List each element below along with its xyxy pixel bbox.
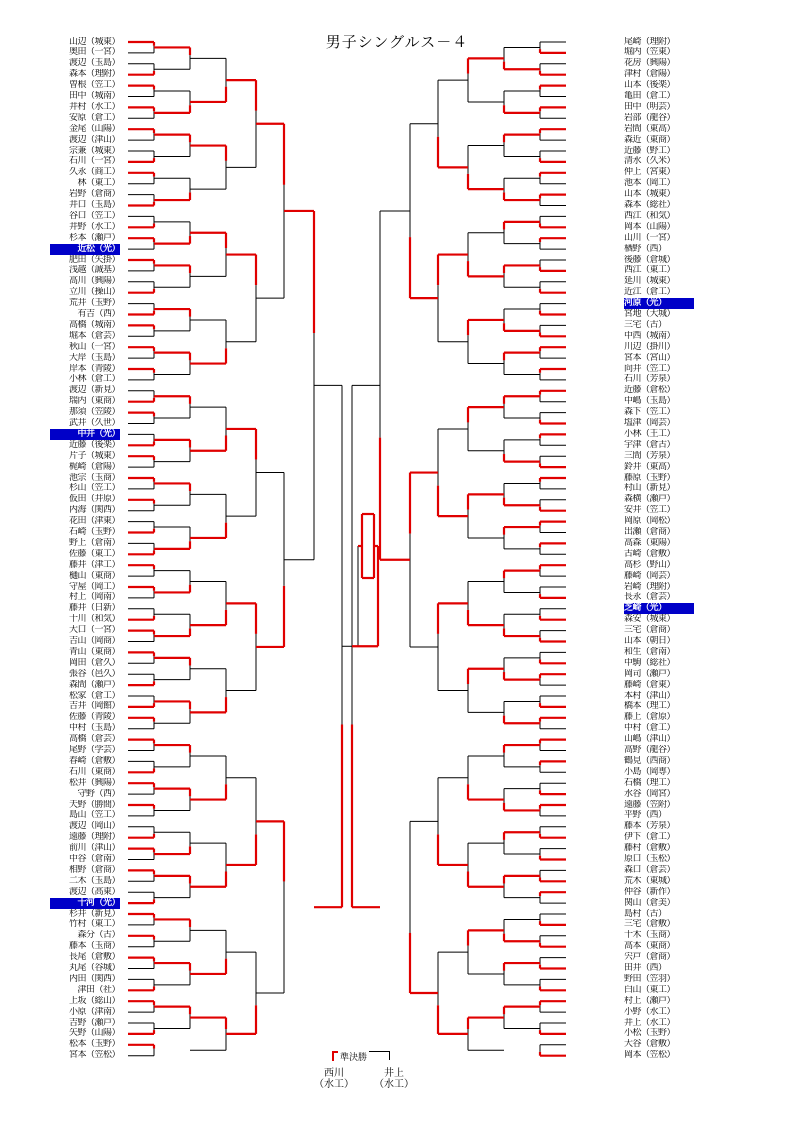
left-player-label: 谷口（笠工） [68,210,120,221]
left-player-label: 岸本（青陵） [68,363,120,374]
left-player-label: 藤本（玉商） [68,941,120,952]
right-player-label: 荒木（東城） [624,875,676,886]
right-player-label: 芝崎（光） [624,603,694,614]
left-player-label: 尾野（学芸） [68,745,120,755]
right-player-label: 村上（瀬戸） [624,995,676,1006]
right-player-label: 田井（西） [624,963,667,973]
right-player-label: 石川（芳泉） [624,374,676,385]
right-player-label: 遠藤（笠附） [624,799,676,810]
right-player-label: 中村（倉工） [624,723,676,734]
left-player-label: 高橋（倉芸） [68,734,120,745]
left-player-label: 佐藤（青陵） [68,712,120,723]
right-player-label: 三宅（倉敷） [624,919,676,930]
left-player-label: 石川（一宮） [68,156,120,167]
left-player-label: 浅越（誠基） [68,265,120,276]
right-player-label: 中駒（総社） [624,657,676,668]
left-player-label: 渡辺（玉島） [68,58,120,69]
right-player-label: 川辺（掛川） [624,341,676,352]
left-player-label: 吉山（岡商） [68,636,120,646]
left-player-label: 林（東工） [77,178,120,189]
right-player-label: 西江（和気） [624,210,676,221]
right-player-label: 石橋（理工） [624,777,676,788]
right-player-label: 後藤（倉城） [624,254,676,265]
left-player-label: 片子（城東） [68,450,120,461]
right-player-label: 本村（津山） [624,690,676,701]
right-player-label: 中西（城南） [624,330,676,341]
right-player-label: 藤崎（岡芸） [624,570,676,581]
finalist-1-school: （水工） [314,1079,354,1090]
right-player-label: 安井（笠工） [624,505,676,516]
right-player-label: 尾崎（理附） [624,36,676,47]
right-player-label: 河原（光） [624,298,694,309]
left-player-label: 那須（笠陵） [68,407,120,418]
left-player-label: 渡辺（高東） [68,886,120,897]
left-player-label: 安原（倉工） [68,112,120,123]
right-player-label: 山嶋（津山） [624,734,676,745]
right-player-label: 清水（久米） [624,156,676,167]
right-player-label: 三間（芳泉） [624,450,676,461]
left-player-label: 島山（笠工） [68,810,120,821]
left-player-label: 石川（東商） [68,766,120,777]
right-player-label: 花房（興陽） [624,58,676,69]
left-player-label: 金尾（山陽） [68,123,120,134]
left-player-label: 松井（興陽） [68,777,120,788]
left-player-label: 池宗（玉商） [68,472,120,483]
left-player-label: 中村（玉島） [68,723,120,734]
left-player-label: 遠藤（理附） [68,832,120,843]
right-player-label: 大谷（倉敷） [624,1039,676,1050]
left-player-label: 二木（玉島） [68,875,120,886]
left-player-label: 大岸（玉島） [68,352,120,363]
right-player-label: 山本（城東） [624,189,676,200]
right-player-label: 仲上（宮東） [624,167,676,178]
right-player-label: 岡本（笠松） [624,1050,676,1061]
left-player-label: 近藤（後楽） [68,439,120,450]
right-player-label: 藤原（玉野） [624,472,676,483]
left-player-label: 高川（興陽） [68,276,120,287]
right-player-label: 小松（玉野） [624,1028,676,1039]
left-player-label: 渡辺（津山） [68,134,120,145]
right-player-label: 延川（城東） [624,276,676,287]
left-player-label: 武井（久世） [68,418,120,428]
right-player-label: 野田（笠羽） [624,973,676,984]
right-player-label: 三宅（古） [624,319,667,330]
left-player-label: 春崎（倉敷） [68,755,120,766]
right-player-label: 宮本（宮山） [624,352,676,363]
left-player-label: 井口（玉島） [68,200,120,210]
left-player-label: 大口（一宮） [68,625,120,636]
right-player-label: 山本（朝日） [624,636,676,646]
right-player-label: 十木（玉商） [624,930,676,941]
right-player-label: 向井（笠工） [624,363,676,374]
left-player-label: 内海（関西） [68,505,120,516]
right-player-label: 近江（倉工） [624,287,676,298]
left-player-label: 前川（津山） [68,843,120,854]
right-player-label: 小林（王工） [624,428,676,439]
left-player-label: 森間（瀬戸） [68,679,120,690]
finalist-2-school: （水工） [374,1079,414,1090]
right-player-label: 岡原（岡松） [624,516,676,527]
finalist-1-name: 西川 [324,1068,344,1079]
left-player-label: 矢野（山陽） [68,1028,120,1039]
right-player-label: 高杉（野山） [624,559,676,570]
left-player-label: 田中（城南） [68,91,120,101]
left-player-label: 津田（社） [77,984,120,995]
left-player-label: 十河（光） [50,898,120,909]
right-player-label: 宇津（倉古） [624,439,676,450]
left-player-label: 小原（津南） [68,1006,120,1017]
left-player-label: 花田（津東） [68,516,120,527]
right-player-label: 藤崎（倉東） [624,679,676,690]
left-player-label: 相野（倉商） [68,864,120,875]
right-player-label: 井上（水工） [624,1017,676,1028]
left-player-label: 松家（倉工） [68,690,120,701]
left-player-label: 森本（理附） [68,69,120,80]
right-player-label: 森安（城東） [624,614,676,625]
left-player-label: 奥田（一宮） [68,47,120,58]
left-player-label: 有吉（西） [77,309,120,319]
finalist-2-name: 井上 [384,1068,404,1079]
left-player-label: 吉野（瀬戸） [68,1017,120,1028]
right-player-label: 小野（水工） [624,1006,676,1017]
left-player-label: 森分（古） [77,930,120,941]
right-player-label: 和生（倉南） [624,646,676,657]
left-player-label: 長尾（倉敷） [68,952,120,963]
right-player-label: 高野（龍谷） [624,745,676,755]
left-player-label: 丸尾（谷城） [68,963,120,973]
right-player-label: 三宅（倉商） [624,625,676,636]
left-player-label: 宗兼（城東） [68,145,120,156]
right-player-label: 藤村（倉敷） [624,843,676,854]
left-player-label: 岡田（倉久） [68,657,120,668]
left-player-label: 守屋（岡工） [68,581,120,592]
right-player-label: 水谷（岡宮） [624,788,676,799]
right-player-label: 仲谷（新作） [624,886,676,897]
left-player-label: 岩野（倉商） [68,189,120,200]
left-player-label: 松本（玉野） [68,1039,120,1050]
right-player-label: 近藤（倉松） [624,385,676,396]
right-player-label: 長永（倉芸） [624,592,676,603]
right-player-label: 岩部（龍谷） [624,112,676,123]
right-player-label: 堀内（笠東） [624,47,676,58]
right-player-label: 津村（倉陽） [624,69,676,80]
left-player-label: 杉井（新見） [68,908,120,919]
left-player-label: 渡辺（岡山） [68,821,120,832]
left-player-label: 佐藤（東工） [68,548,120,559]
right-player-label: 森横（瀬戸） [624,494,676,505]
right-player-label: 西江（東工） [624,265,676,276]
left-player-label: 梶崎（倉陽） [68,461,120,472]
right-player-label: 森下（笠工） [624,407,676,418]
left-player-label: 井村（水工） [68,101,120,112]
right-player-label: 関山（倉美） [624,897,676,908]
left-player-label: 村上（岡南） [68,592,120,603]
left-player-label: 小林（倉工） [68,374,120,385]
left-player-label: 久永（商工） [68,167,120,178]
right-player-label: 岩崎（理附） [624,581,676,592]
right-player-label: 岡司（瀬戸） [624,668,676,679]
left-player-label: 張谷（邑久） [68,668,120,679]
right-player-label: 村山（新見） [624,483,676,494]
right-player-label: 山本（後楽） [624,80,676,91]
left-player-label: 近松（光） [50,244,120,255]
right-player-label: 近藤（野工） [624,145,676,156]
right-player-label: 藤上（倉原） [624,712,676,723]
left-player-label: 上坂（総山） [68,995,120,1006]
left-player-label: 吉井（岡館） [68,701,120,712]
right-player-label: 岡本（山陽） [624,221,676,232]
left-player-label: 竹村（東工） [68,919,120,930]
right-player-label: 高森（東陽） [624,537,676,548]
left-player-label: 山辺（城東） [68,36,120,47]
right-player-label: 白山（東工） [624,984,676,995]
left-player-label: 曽根（笠工） [68,80,120,91]
right-player-label: 山川（一宮） [624,232,676,243]
right-player-label: 高本（東商） [624,941,676,952]
right-player-label: 森近（東商） [624,134,676,145]
right-player-label: 塩津（岡芸） [624,418,676,428]
left-player-label: 藤井（日新） [68,603,120,614]
right-player-label: 藤本（芳泉） [624,821,676,832]
right-player-label: 橋本（理工） [624,701,676,712]
right-player-label: 宍戸（倉商） [624,952,676,963]
left-player-label: 内田（関西） [68,973,120,984]
left-player-label: 宮本（笠松） [68,1050,120,1061]
right-player-label: 出瀬（倉商） [624,527,676,537]
right-player-label: 楢野（西） [624,243,667,254]
left-player-label: 石崎（玉野） [68,527,120,537]
left-player-label: 秋山（一宮） [68,341,120,352]
left-player-label: 中谷（倉南） [68,854,120,864]
right-player-label: 平野（西） [624,810,667,821]
left-player-label: 杉山（笠工） [68,483,120,494]
left-player-label: 守野（西） [77,788,120,799]
left-player-label: 野上（倉南） [68,537,120,548]
left-player-label: 十川（和気） [68,614,120,625]
page-title: 男子シングルス－４ [325,33,469,51]
right-player-label: 島村（古） [624,908,667,919]
left-player-label: 天野（勝間） [68,799,120,810]
right-player-label: 亀田（倉工） [624,91,676,101]
left-player-label: 藤井（津工） [68,559,120,570]
left-player-label: 高橋（城南） [68,319,120,330]
finalist-2 [372,1068,416,1090]
right-player-label: 鶴見（西商） [624,755,676,766]
right-player-label: 中嶋（玉島） [624,396,676,407]
right-player-label: 森口（倉芸） [624,864,676,875]
left-player-label: 中井（光） [50,429,120,440]
finalist-1 [312,1068,356,1090]
right-player-label: 原口（玉松） [624,854,676,864]
left-player-label: 渡辺（新見） [68,385,120,396]
right-player-label: 伊下（倉工） [624,832,676,843]
left-player-label: 瑞内（東商） [68,396,120,407]
left-player-label: 樋山（東商） [68,570,120,581]
right-player-label: 池本（岡工） [624,178,676,189]
left-player-label: 肥田（矢掛） [68,254,120,265]
right-player-label: 森本（総社） [624,200,676,210]
right-player-label: 宮地（大城） [624,309,676,319]
left-player-label: 荒井（玉野） [68,298,120,309]
left-player-label: 堀本（倉芸） [68,330,120,341]
left-player-label: 仮田（井原） [68,494,120,505]
left-player-label: 井野（水工） [68,221,120,232]
left-player-label: 杉本（瀬戸） [68,232,120,243]
left-player-label: 立川（操山） [68,287,120,298]
right-player-label: 岩間（東高） [624,123,676,134]
right-player-label: 鈴井（東高） [624,461,676,472]
right-player-label: 古崎（倉敷） [624,548,676,559]
right-player-label: 小島（岡専） [624,766,676,777]
legend-label: 準決勝 [338,1050,369,1063]
left-player-label: 青山（東商） [68,646,120,657]
right-player-label: 田中（明芸） [624,101,676,112]
